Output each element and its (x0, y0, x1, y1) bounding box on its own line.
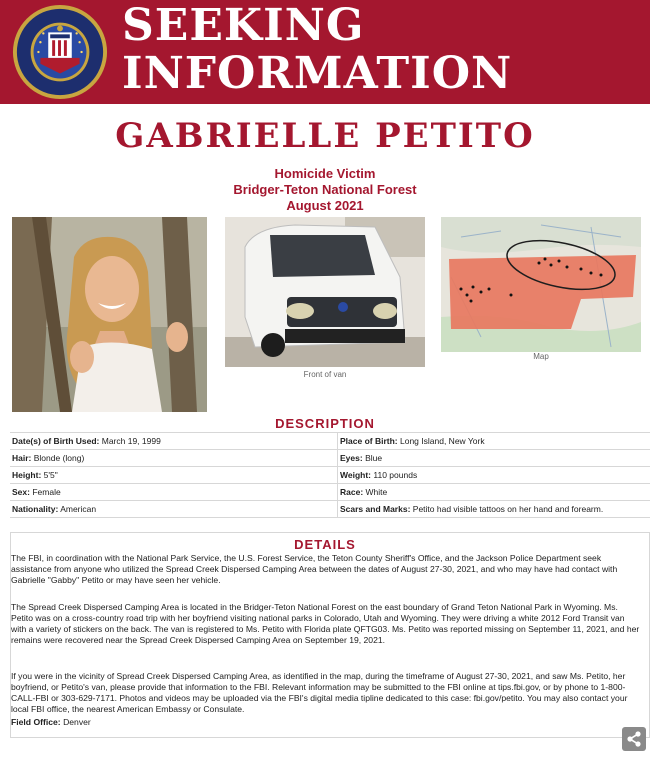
banner-title (122, 2, 512, 98)
subtitle-location: Bridger-Teton National Forest (233, 182, 417, 197)
banner-title-line2: INFORMATION (122, 48, 513, 99)
dob-label: Date(s) of Birth Used: (12, 436, 100, 446)
height-label: Height: (12, 470, 42, 480)
table-row (10, 433, 650, 450)
details-paragraph-3: If you were in the vicinity of Spread Creek Dispersed Camping Area, as identified in the map, during the timeframe of August 27-30, 2021, and saw Ms. Petito, her boyfriend, or Petito's van, please provide that information to the FBI. Relevant information may be submitted to the FBI online at tips.fbi.gov, or by phone to 1-800-CALL-FBI or 303-629-7171. Photos and videos may be uploaded via the FBI's digital media tipline dedicated to this case: fbi.gov/petito. You may also contact your local FBI office, the nearest American Embassy or Consulate. (11, 671, 628, 714)
subject-photo (12, 217, 207, 412)
table-row (10, 501, 650, 518)
race-value: White (365, 487, 388, 497)
nationality-value: American (60, 504, 97, 514)
sex-value: Female (32, 487, 61, 497)
scars-value: Petito had visible tattoos on her hand and forearm. (412, 504, 604, 514)
subtitle-date: August 2021 (286, 198, 364, 213)
map-caption: Map (533, 352, 549, 361)
table-row (10, 484, 650, 501)
eyes-label: Eyes: (340, 453, 363, 463)
race-label: Race: (340, 487, 364, 497)
field-office-label: Field Office: (11, 717, 61, 727)
fbi-seal-icon (10, 3, 110, 101)
van-photo (225, 217, 425, 367)
description-heading: DESCRIPTION (275, 416, 375, 431)
scars-label: Scars and Marks: (340, 504, 411, 514)
field-office-value: Denver (63, 717, 91, 727)
van-caption: Front of van (303, 370, 347, 379)
hair-label: Hair: (12, 453, 32, 463)
field-office (11, 717, 641, 728)
map-photo (441, 217, 641, 352)
details-paragraph-2: The Spread Creek Dispersed Camping Area is located in the Bridger-Teton National Forest on the east boundary of Grand Teton National Park in Wyoming. Ms. Petito was on a cross-country road trip with her boyfriend visiting national parks in Colorado, Utah and Wyoming. They were driving a white 2012 Ford Transit van with a variety of stickers on the back. The van is registered to Ms. Petito with Florida plate QFTG03. Ms. Petito was reported missing on September 11, 2021, and her remains were recovered near the Spread Creek Dispersed Camping Area on September 19, 2021. (11, 602, 640, 645)
sex-label: Sex: (12, 487, 30, 497)
birthplace-label: Place of Birth: (340, 436, 398, 446)
birthplace-value: Long Island, New York (400, 436, 485, 446)
hair-value: Blonde (long) (33, 453, 85, 463)
dob-value: March 19, 1999 (101, 436, 161, 446)
weight-label: Weight: (340, 470, 372, 480)
subject-name: GABRIELLE PETITO (115, 116, 535, 156)
details-paragraph-1: The FBI, in coordination with the National Park Service, the U.S. Forest Service, the Teton County Sheriff's Office, and the Jackson Police Department seek assistance from anyone who utilized the Spread Creek Dispersed Camping Area between the dates of August 27-30, 2021, and who may have had contact with Gabrielle "Gabby" Petito or may have seen her vehicle. (11, 553, 618, 585)
details-heading: DETAILS (294, 537, 356, 552)
share-icon (622, 727, 646, 751)
table-row (10, 467, 650, 484)
header-banner (0, 0, 650, 104)
nationality-label: Nationality: (12, 504, 59, 514)
share-button[interactable] (622, 727, 646, 751)
height-value: 5'5" (43, 470, 58, 480)
subtitle-status: Homicide Victim (274, 166, 376, 181)
table-row (10, 450, 650, 467)
description-table (10, 432, 650, 518)
eyes-value: Blue (365, 453, 383, 463)
weight-value: 110 pounds (373, 470, 418, 480)
banner-title-line1: SEEKING (122, 0, 365, 51)
